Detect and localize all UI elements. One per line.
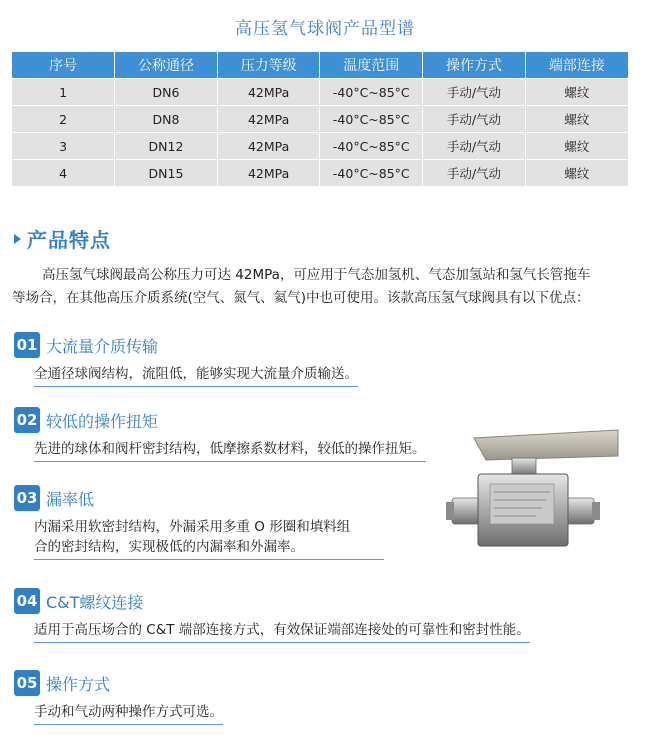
table-cell: 42MPa bbox=[217, 133, 320, 160]
table-cell: -40°C~85°C bbox=[320, 160, 423, 187]
ball-valve-product-image bbox=[446, 424, 626, 554]
feature-number-badge: 01 bbox=[14, 332, 40, 358]
table-cell: -40°C~85°C bbox=[320, 79, 423, 106]
table-row bbox=[12, 79, 628, 106]
intro-line: 等场合，在其他高压介质系统(空气、氮气、氦气)中也可使用。该款高压氢气球阀具有以下优点： bbox=[12, 290, 590, 306]
feature-number-badge: 03 bbox=[14, 485, 40, 511]
table-cell: 手动/气动 bbox=[423, 79, 526, 106]
feature-title: 漏率低 bbox=[46, 489, 95, 509]
table-cell: 螺纹 bbox=[525, 79, 628, 106]
feature-description: 适用于高压场合的 C&T 端部连接方式，有效保证端部连接处的可靠性和密封性能。 bbox=[34, 620, 530, 643]
feature-description: 全通径球阀结构，流阻低，能够实现大流量介质输送。 bbox=[34, 364, 358, 387]
table-cell: 螺纹 bbox=[525, 133, 628, 160]
table-cell: -40°C~85°C bbox=[320, 133, 423, 160]
feature-title: 大流量介质传输 bbox=[46, 336, 159, 356]
feature-description: 手动和气动两种操作方式可选。 bbox=[34, 702, 223, 725]
table-cell: 手动/气动 bbox=[423, 133, 526, 160]
table-cell: 42MPa bbox=[217, 79, 320, 106]
intro-line: 高压氢气球阀最高公称压力可达 42MPa，可应用于气态加氢机、气态加氢站和氢气长管拖车 bbox=[42, 267, 591, 283]
section-title: 产品特点 bbox=[27, 228, 111, 252]
feature-description bbox=[34, 517, 384, 560]
table-row bbox=[12, 133, 628, 160]
header-cell: 序号 bbox=[12, 52, 115, 79]
feature-title: 操作方式 bbox=[46, 674, 111, 694]
table-cell: DN12 bbox=[115, 133, 218, 160]
table-title: 高压氢气球阀产品型谱 bbox=[235, 19, 415, 39]
header-cell: 压力等级 bbox=[217, 52, 320, 79]
table-cell: 手动/气动 bbox=[423, 106, 526, 133]
table-cell: DN15 bbox=[115, 160, 218, 187]
product-spec-table bbox=[12, 52, 628, 186]
table-header-row bbox=[12, 52, 628, 79]
features-section-heading bbox=[14, 224, 111, 253]
table-row bbox=[12, 160, 628, 187]
table-cell: 手动/气动 bbox=[423, 160, 526, 187]
table-cell: 3 bbox=[12, 133, 115, 160]
table-cell: 螺纹 bbox=[525, 106, 628, 133]
feature-number-badge: 02 bbox=[14, 407, 40, 433]
feature-description: 先进的球体和阀杆密封结构，低摩擦系数材料，较低的操作扭矩。 bbox=[34, 439, 426, 462]
feature-description-line: 内漏采用软密封结构，外漏采用多重 O 形圈和填料组 bbox=[34, 519, 351, 535]
feature-number-badge: 05 bbox=[14, 670, 40, 696]
feature-01 bbox=[14, 332, 358, 387]
feature-03 bbox=[14, 485, 384, 560]
intro-paragraph bbox=[12, 264, 636, 310]
table-cell: DN8 bbox=[115, 106, 218, 133]
table-row bbox=[12, 106, 628, 133]
table-cell: 42MPa bbox=[217, 160, 320, 187]
feature-number-badge: 04 bbox=[14, 588, 40, 614]
table-cell: -40°C~85°C bbox=[320, 106, 423, 133]
feature-05 bbox=[14, 670, 223, 725]
table-cell: 2 bbox=[12, 106, 115, 133]
header-cell: 端部连接 bbox=[525, 52, 628, 79]
table-cell: 4 bbox=[12, 160, 115, 187]
triangle-bullet-icon bbox=[14, 234, 21, 244]
header-cell: 温度范围 bbox=[320, 52, 423, 79]
header-cell: 操作方式 bbox=[423, 52, 526, 79]
table-cell: 42MPa bbox=[217, 106, 320, 133]
table-cell: 螺纹 bbox=[525, 160, 628, 187]
feature-04 bbox=[14, 588, 530, 643]
feature-title: 较低的操作扭矩 bbox=[46, 411, 159, 431]
feature-02 bbox=[14, 407, 426, 462]
feature-title: C&T螺纹连接 bbox=[46, 592, 144, 612]
feature-description-line: 合的密封结构，实现极低的内漏率和外漏率。 bbox=[34, 539, 304, 555]
header-cell: 公称通径 bbox=[115, 52, 218, 79]
table-cell: DN6 bbox=[115, 79, 218, 106]
table-cell: 1 bbox=[12, 79, 115, 106]
